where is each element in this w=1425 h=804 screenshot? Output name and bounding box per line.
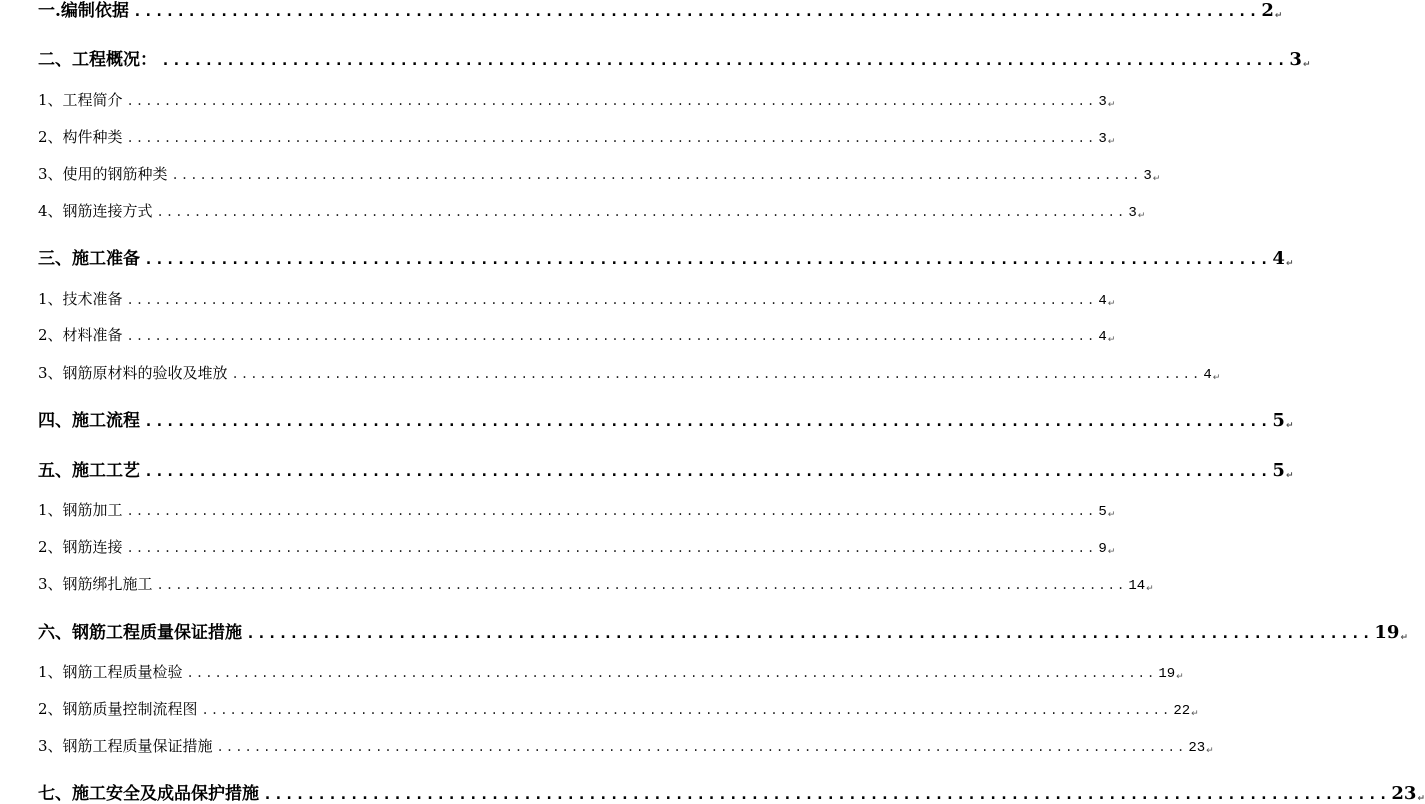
toc-entry-page: 5: [1272, 410, 1285, 431]
toc-entry-page: 9: [1098, 541, 1107, 557]
toc-entry-5[interactable]: [38, 163, 1161, 184]
toc-entry-8[interactable]: [38, 288, 1116, 309]
toc-entry-17[interactable]: [38, 661, 1184, 682]
toc-dot-leader: ........................................................................................................: [126, 329, 1097, 343]
toc-entry-title: 1、钢筋加工: [38, 501, 123, 519]
paragraph-mark-icon: ↵: [1107, 547, 1116, 557]
paragraph-mark-icon: ↵: [1285, 421, 1294, 431]
paragraph-mark-icon: ↵: [1107, 510, 1116, 520]
paragraph-mark-icon: ↵: [1302, 60, 1311, 70]
toc-entry-page: 19: [1374, 622, 1400, 643]
paragraph-mark-icon: ↵: [1107, 137, 1116, 147]
toc-entry-page: 5: [1098, 504, 1107, 520]
toc-entry-1[interactable]: [38, 0, 1283, 21]
toc-entry-title: 七、施工安全及成品保护措施: [38, 784, 259, 804]
toc-dot-leader: ........................................................................................................: [216, 740, 1187, 754]
toc-entry-18[interactable]: [38, 698, 1199, 719]
toc-dot-leader: ........................................................................................................: [246, 624, 1373, 642]
toc-entry-page: 3: [1098, 94, 1107, 110]
paragraph-mark-icon: ↵: [1285, 471, 1294, 481]
toc-dot-leader: ........................................................................................................: [144, 250, 1271, 268]
toc-entry-page: 19: [1158, 666, 1176, 682]
toc-dot-leader: ........................................................................................................: [144, 412, 1271, 430]
toc-dot-leader: ........................................................................................................: [231, 367, 1202, 381]
paragraph-mark-icon: ↵: [1417, 794, 1425, 804]
toc-entry-title: 1、工程简介: [38, 91, 123, 109]
toc-entry-11[interactable]: [38, 406, 1294, 431]
toc-entry-page: 22: [1173, 703, 1191, 719]
toc-entry-page: 3: [1128, 205, 1137, 221]
paragraph-mark-icon: ↵: [1274, 11, 1283, 21]
toc-entry-page: 3: [1289, 49, 1302, 70]
paragraph-mark-icon: ↵: [1107, 335, 1116, 345]
paragraph-mark-icon: ↵: [1152, 174, 1161, 184]
toc-entry-4[interactable]: [38, 126, 1116, 147]
toc-entry-title: 3、使用的钢筋种类: [38, 165, 168, 183]
toc-entry-12[interactable]: [38, 456, 1294, 481]
toc-dot-leader: ........................................................................................................: [144, 462, 1271, 480]
paragraph-mark-icon: ↵: [1107, 299, 1116, 309]
toc-entry-page: 5: [1272, 460, 1285, 481]
paragraph-mark-icon: ↵: [1107, 100, 1116, 110]
toc-dot-leader: ........................................................................................................: [156, 205, 1127, 219]
paragraph-mark-icon: ↵: [1285, 259, 1294, 269]
toc-entry-title: 1、钢筋工程质量检验: [38, 663, 183, 681]
toc-entry-10[interactable]: [38, 362, 1221, 383]
toc-entry-7[interactable]: [38, 244, 1294, 269]
toc-entry-title: 六、钢筋工程质量保证措施: [38, 623, 242, 643]
toc-entry-title: 五、施工工艺: [38, 461, 140, 481]
toc-entry-title: 一.编制依据: [38, 1, 129, 21]
toc-entry-page: 4: [1272, 248, 1285, 269]
toc-entry-page: 2: [1261, 0, 1274, 21]
toc-entry-title: 3、钢筋原材料的验收及堆放: [38, 364, 228, 382]
toc-entry-6[interactable]: [38, 200, 1146, 221]
toc-entry-13[interactable]: [38, 499, 1116, 520]
toc-dot-leader: ........................................................................................................: [126, 293, 1097, 307]
toc-dot-leader: ........................................................................................................: [156, 578, 1127, 592]
toc-entry-page: 3: [1143, 168, 1152, 184]
toc-entry-title: 2、钢筋连接: [38, 538, 123, 556]
toc-entry-title: 1、技术准备: [38, 290, 123, 308]
toc-entry-page: 4: [1098, 329, 1107, 345]
toc-entry-9[interactable]: [38, 324, 1116, 345]
toc-entry-2[interactable]: [38, 45, 1311, 70]
toc-entry-14[interactable]: [38, 536, 1116, 557]
toc-dot-leader: ........................................................................................................: [171, 168, 1142, 182]
toc-entry-page: 3: [1098, 131, 1107, 147]
toc-entry-15[interactable]: [38, 573, 1154, 594]
toc-entry-page: 23: [1188, 740, 1206, 756]
toc-dot-leader: ........................................................................................................: [161, 51, 1288, 69]
toc-entry-16[interactable]: [38, 618, 1409, 643]
toc-entry-title: 3、钢筋绑扎施工: [38, 575, 153, 593]
toc-entry-page: 4: [1203, 367, 1212, 383]
toc-dot-leader: ........................................................................................................: [126, 131, 1097, 145]
paragraph-mark-icon: ↵: [1146, 584, 1154, 594]
paragraph-mark-icon: ↵: [1400, 633, 1409, 643]
toc-entry-title: 2、材料准备: [38, 326, 123, 344]
toc-entry-page: 14: [1128, 578, 1146, 594]
toc-dot-leader: ........................................................................................................: [132, 2, 1260, 20]
paragraph-mark-icon: ↵: [1137, 211, 1146, 221]
paragraph-mark-icon: ↵: [1191, 709, 1199, 719]
toc-dot-leader: ........................................................................................................: [126, 504, 1097, 518]
paragraph-mark-icon: ↵: [1206, 746, 1214, 756]
toc-entry-19[interactable]: [38, 735, 1214, 756]
toc-entry-title: 2、构件种类: [38, 128, 123, 146]
toc-dot-leader: ........................................................................................................: [263, 785, 1390, 803]
toc-dot-leader: ........................................................................................................: [126, 94, 1097, 108]
paragraph-mark-icon: ↵: [1212, 373, 1221, 383]
toc-entry-title: 3、钢筋工程质量保证措施: [38, 737, 213, 755]
toc-entry-title: 四、施工流程: [38, 411, 140, 431]
toc-dot-leader: ........................................................................................................: [126, 541, 1097, 555]
toc-entry-page: 23: [1391, 783, 1417, 804]
toc-dot-leader: ........................................................................................................: [186, 666, 1157, 680]
toc-entry-title: 二、工程概况：: [38, 50, 157, 70]
toc-entry-title: 2、钢筋质量控制流程图: [38, 700, 198, 718]
toc-entry-page: 4: [1098, 293, 1107, 309]
toc-entry-title: 三、施工准备: [38, 249, 140, 269]
toc-dot-leader: ........................................................................................................: [201, 703, 1172, 717]
paragraph-mark-icon: ↵: [1176, 672, 1184, 682]
toc-entry-20[interactable]: [38, 779, 1425, 804]
toc-entry-title: 4、钢筋连接方式: [38, 202, 153, 220]
toc-entry-3[interactable]: [38, 89, 1116, 110]
